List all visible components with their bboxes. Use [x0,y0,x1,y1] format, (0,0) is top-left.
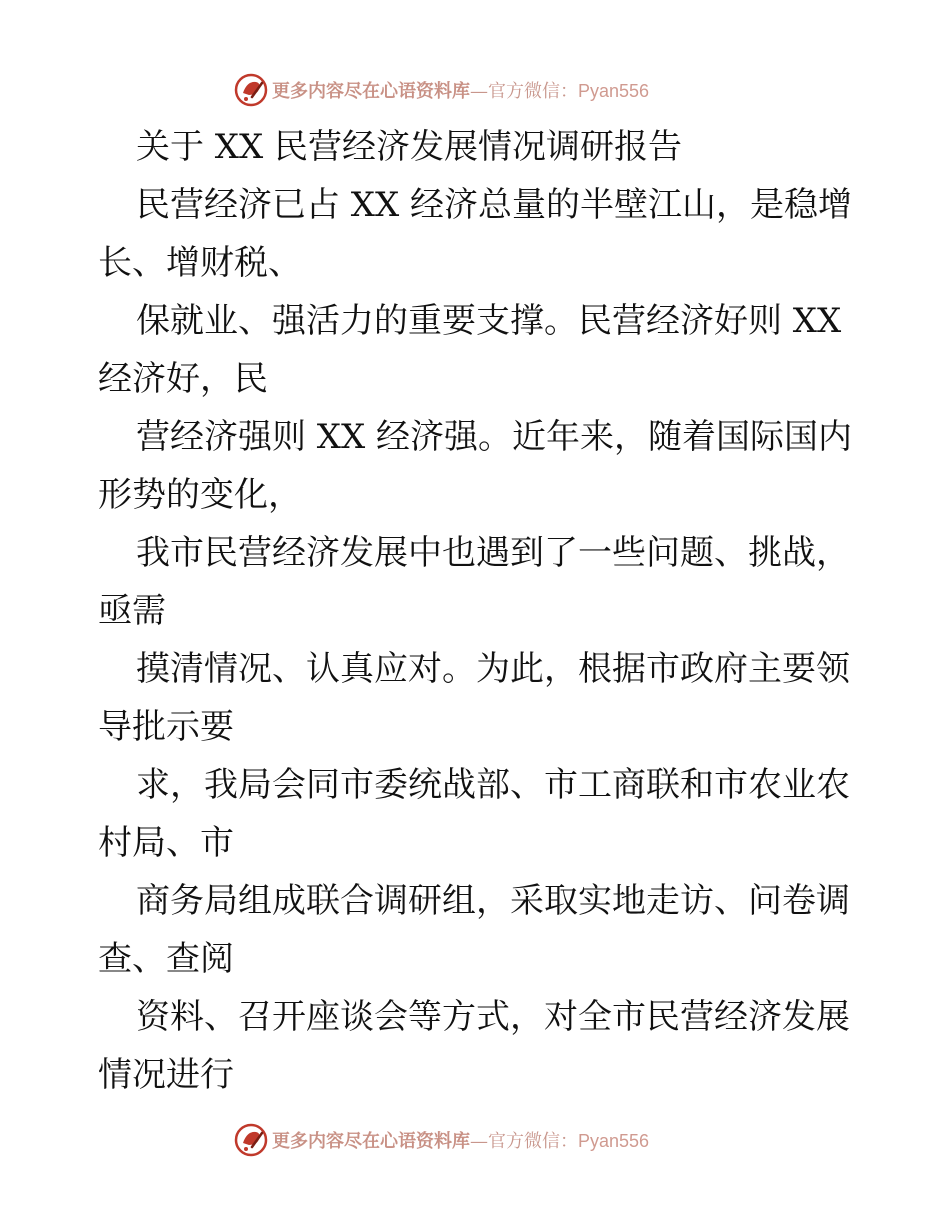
watermark-separator: — [470,1131,488,1152]
paragraph-line: 求，我局会同市委统战部、市工商联和市农业农 [136,765,850,805]
paragraph-line: 导批示要 [98,707,234,747]
paragraph-line: 民营经济已占 XX 经济总量的半壁江山，是稳增 [136,185,853,225]
header-watermark [234,72,649,108]
footer-watermark [234,1122,649,1158]
paragraph-line: 长、增财税、 [98,243,302,283]
watermark-separator: — [470,81,488,102]
speaker-pen-logo-icon [234,73,268,107]
watermark-label: 官方微信： [488,81,578,102]
watermark-account: Pyan556 [578,81,650,101]
paragraph-line: 查、查阅 [98,939,234,979]
paragraph-line: 亟需 [98,591,166,631]
paragraph-line: 营经济强则 XX 经济强。近年来，随着国际国内 [136,417,853,457]
watermark-text [272,1127,649,1153]
watermark-site: 更多内容尽在心语资料库 [272,1131,470,1152]
watermark-account: Pyan556 [578,1131,650,1151]
paragraph-line: 经济好，民 [98,359,268,399]
paragraph-line: 摸清情况、认真应对。为此，根据市政府主要领 [136,649,850,689]
paragraph-line: 资料、召开座谈会等方式，对全市民营经济发展 [136,997,850,1037]
watermark-text [272,77,649,103]
paragraph-line: 村局、市 [98,823,234,863]
paragraph-line: 保就业、强活力的重要支撑。民营经济好则 XX [136,301,842,341]
watermark-label: 官方微信： [488,1131,578,1152]
document-title-line: 关于 XX 民营经济发展情况调研报告 [136,127,683,167]
watermark-site: 更多内容尽在心语资料库 [272,81,470,102]
paragraph-line: 我市民营经济发展中也遇到了一些问题、挑战， [136,533,850,573]
paragraph-line: 情况进行 [98,1055,234,1095]
document-body [98,118,854,1104]
paragraph-line: 商务局组成联合调研组，采取实地走访、问卷调 [136,881,850,921]
paragraph-line: 形势的变化， [98,475,302,515]
speaker-pen-logo-icon [234,1123,268,1157]
